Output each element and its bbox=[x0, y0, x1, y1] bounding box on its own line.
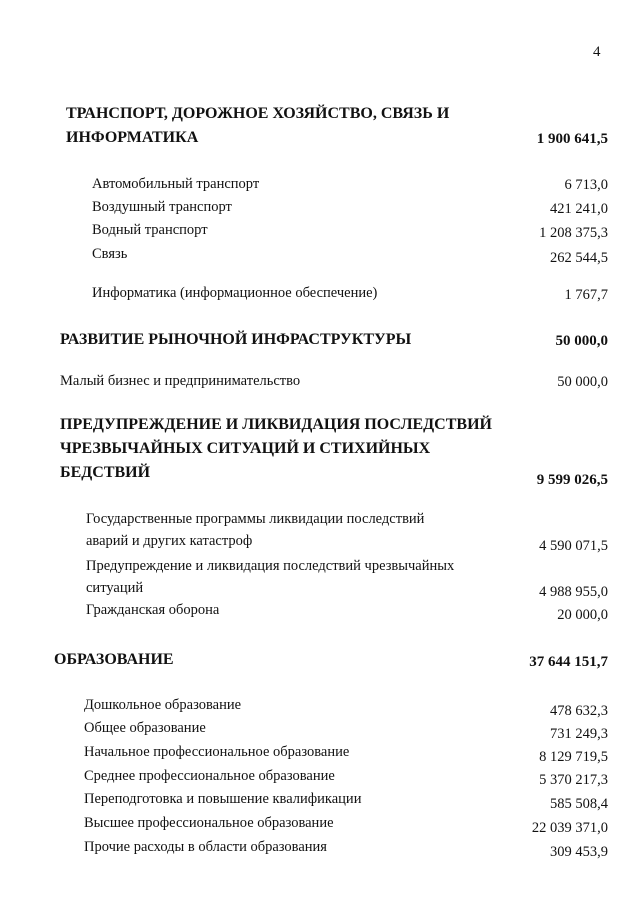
item-value: 50 000,0 bbox=[557, 374, 608, 390]
heading-line: ТРАНСПОРТ, ДОРОЖНОЕ ХОЗЯЙСТВО, СВЯЗЬ И bbox=[66, 105, 450, 122]
item-value: 731 249,3 bbox=[550, 726, 608, 742]
item-label-line: Государственные программы ликвидации последствий bbox=[86, 511, 425, 527]
item-value: 4 590 071,5 bbox=[539, 538, 608, 554]
item-value: 8 129 719,5 bbox=[539, 749, 608, 765]
heading-line: ЧРЕЗВЫЧАЙНЫХ СИТУАЦИЙ И СТИХИЙНЫХ bbox=[60, 440, 431, 457]
item-label: Информатика (информационное обеспечение) bbox=[92, 285, 378, 301]
item-label-line: аварий и других катастроф bbox=[86, 533, 253, 549]
item-label-line: ситуаций bbox=[86, 580, 144, 596]
item-label: Начальное профессиональное образование bbox=[84, 744, 350, 760]
item-value: 478 632,3 bbox=[550, 703, 608, 719]
section-heading bbox=[54, 648, 174, 672]
item-label: Дошкольное образование bbox=[84, 697, 242, 713]
heading-line: ОБРАЗОВАНИЕ bbox=[54, 651, 174, 668]
item-value: 262 544,5 bbox=[550, 250, 608, 266]
item-value: 5 370 217,3 bbox=[539, 772, 608, 788]
item-label: Воздушный транспорт bbox=[92, 199, 232, 215]
item-value: 585 508,4 bbox=[550, 796, 608, 812]
item-label: Среднее профессиональное образование bbox=[84, 768, 335, 784]
heading-line: ПРЕДУПРЕЖДЕНИЕ И ЛИКВИДАЦИЯ ПОСЛЕДСТВИЙ bbox=[60, 416, 492, 433]
item-label: Переподготовка и повышение квалификации bbox=[84, 791, 362, 807]
heading-line: РАЗВИТИЕ РЫНОЧНОЙ ИНФРАСТРУКТУРЫ bbox=[60, 331, 412, 348]
heading-line: ИНФОРМАТИКА bbox=[66, 129, 199, 146]
section-total: 1 900 641,5 bbox=[536, 131, 608, 147]
item-label: Высшее профессиональное образование bbox=[84, 815, 334, 831]
item-value: 22 039 371,0 bbox=[531, 820, 608, 836]
item-value: 20 000,0 bbox=[557, 607, 608, 623]
item-value: 309 453,9 bbox=[550, 844, 608, 860]
section-heading bbox=[66, 102, 449, 150]
item-label: Связь bbox=[92, 246, 128, 262]
item-value: 1 767,7 bbox=[564, 287, 608, 303]
item-label: Прочие расходы в области образования bbox=[84, 839, 327, 855]
item-value: 6 713,0 bbox=[564, 177, 608, 193]
section-total: 50 000,0 bbox=[555, 333, 608, 349]
section-heading bbox=[60, 413, 492, 485]
item-value: 1 208 375,3 bbox=[539, 225, 608, 241]
item-value: 421 241,0 bbox=[550, 201, 608, 217]
page-number: 4 bbox=[593, 44, 601, 60]
item-label: Общее образование bbox=[84, 720, 206, 736]
item-value: 4 988 955,0 bbox=[539, 584, 608, 600]
section-total: 9 599 026,5 bbox=[536, 472, 608, 488]
item-label: Автомобильный транспорт bbox=[92, 176, 260, 192]
item-label: Водный транспорт bbox=[92, 222, 208, 238]
section-heading bbox=[60, 328, 411, 352]
section-total: 37 644 151,7 bbox=[529, 654, 608, 670]
item-label: Гражданская оборона bbox=[86, 602, 220, 618]
item-label bbox=[86, 555, 454, 599]
item-label-line: Предупреждение и ликвидация последствий чрезвычайных bbox=[86, 558, 455, 574]
heading-line: БЕДСТВИЙ bbox=[60, 464, 151, 481]
item-label: Малый бизнес и предпринимательство bbox=[60, 373, 301, 389]
item-label bbox=[86, 508, 424, 552]
